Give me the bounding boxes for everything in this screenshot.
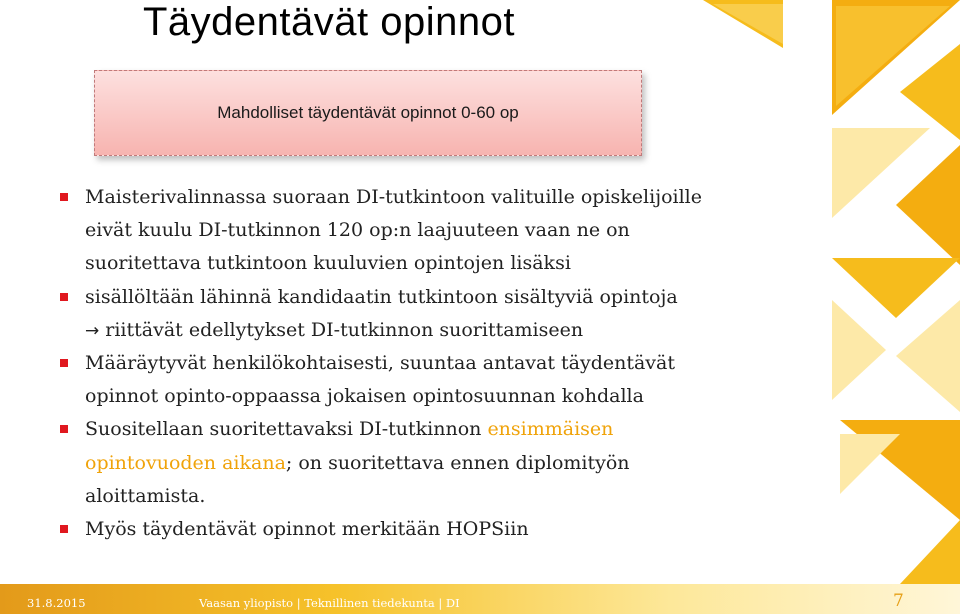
decor-triangle: [896, 145, 960, 265]
text-line: suoritettava tutkintoon kuuluvien opintojen lisäksi: [85, 252, 571, 275]
text-line: Suositellaan suoritettavaksi DI-tutkinnon: [85, 418, 488, 441]
list-item-continuation: [55, 380, 855, 413]
list-item-continuation: [55, 247, 855, 280]
text-line: sisällöltään lähinnä kandidaatin tutkintoon sisältyviä opintoja: [85, 285, 678, 308]
bullet-square-icon: [60, 525, 68, 533]
text-line: Maisterivalinnassa suoraan DI-tutkintoon valituille opiskelijoille: [85, 186, 702, 208]
list-item-continuation: [55, 314, 855, 347]
text-line: aloittamista.: [85, 484, 206, 507]
list-item: [55, 513, 855, 546]
bullet-square-icon: [60, 425, 68, 433]
footer-bar: [0, 584, 960, 614]
footer-date: 31.8.2015: [27, 596, 86, 610]
text-line: eivät kuulu DI-tutkinnon 120 op:n laajuuteen vaan ne on: [85, 219, 630, 242]
list-item-continuation: [55, 214, 855, 247]
bullet-square-icon: [60, 293, 68, 301]
text-line: riittävät edellytykset DI-tutkinnon suorittamiseen: [105, 318, 584, 341]
slide-title: Täydentävät opinnot: [143, 0, 515, 44]
callout-text: Mahdolliset täydentävät opinnot 0-60 op: [217, 103, 519, 122]
arrow-right-icon: →: [85, 320, 100, 341]
decor-triangle: [900, 520, 960, 584]
list-item: [55, 413, 855, 446]
bullet-list: [55, 181, 855, 546]
callout-box: [94, 70, 642, 156]
list-item-continuation: [55, 447, 855, 480]
decor-triangle: [900, 44, 960, 140]
bullet-square-icon: [60, 359, 68, 367]
bullet-square-icon: [60, 193, 68, 201]
text-line: opinnot opinto-oppaassa jokaisen opintosuunnan kohdalla: [85, 385, 644, 408]
highlighted-text: ensimmäisen: [487, 418, 614, 441]
list-item: [55, 281, 855, 314]
text-line: ; on suoritettava ennen diplomityön: [285, 451, 630, 474]
page-number: 7: [893, 591, 904, 611]
decor-triangle: [896, 300, 960, 412]
list-item: [55, 347, 855, 380]
text-line: Määräytyvät henkilökohtaisesti, suuntaa antavat täydentävät: [85, 351, 676, 374]
decor-triangle: [713, 4, 783, 44]
footer-organization: Vaasan yliopisto | Teknillinen tiedekunta | DI: [199, 596, 460, 610]
list-item-continuation: [55, 480, 855, 513]
text-line: Myös täydentävät opinnot merkitään HOPSiin: [85, 517, 529, 540]
list-item: [55, 181, 855, 214]
highlighted-text: opintovuoden aikana: [85, 451, 286, 474]
